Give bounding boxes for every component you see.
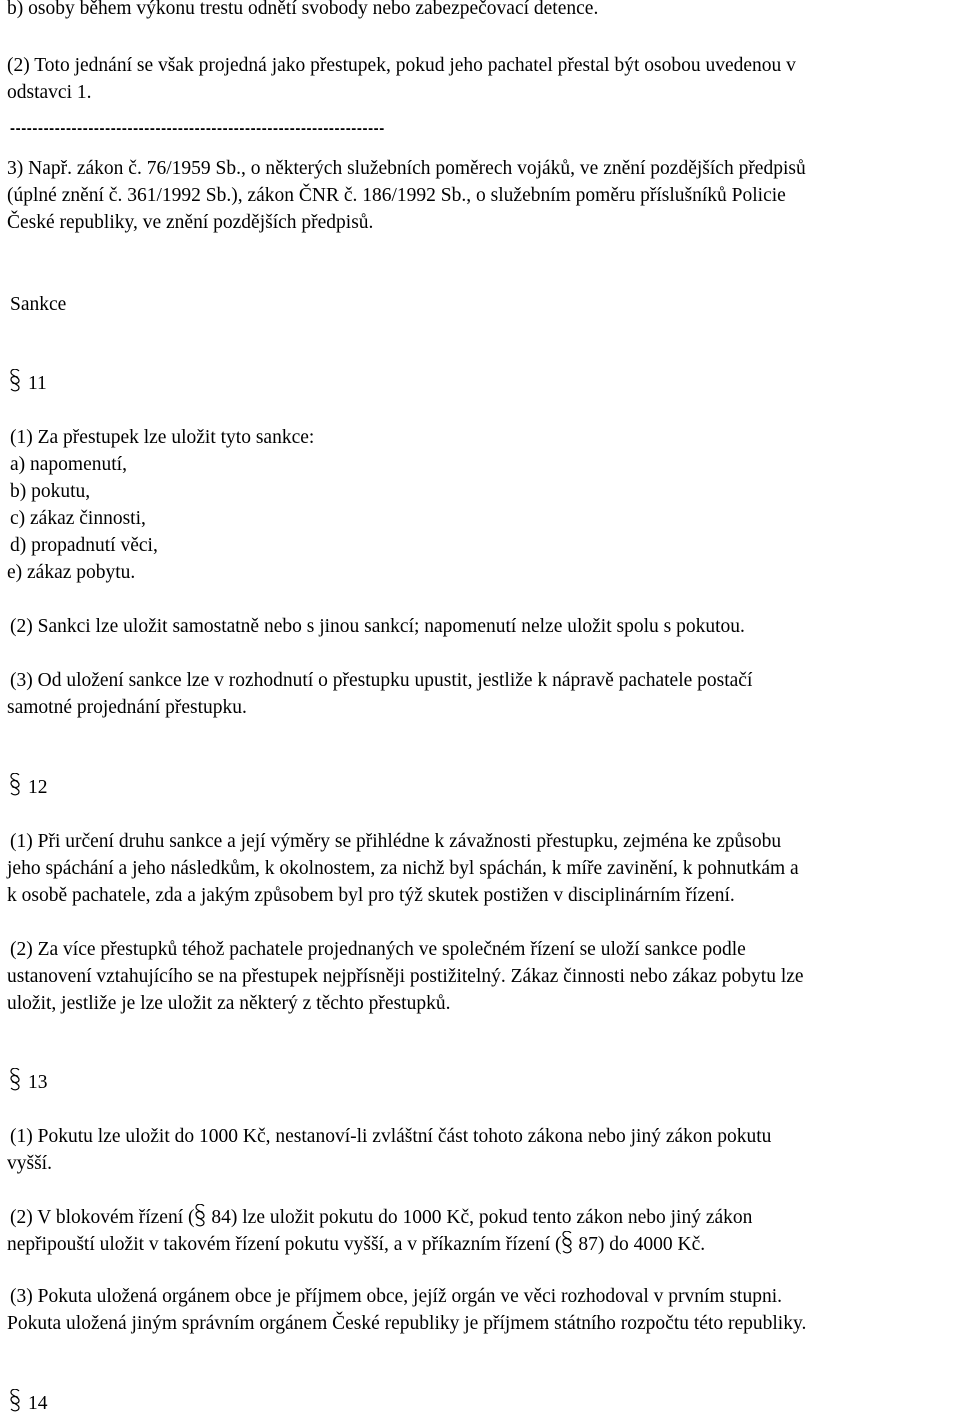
paragraph-line: (3) Od uložení sankce lze v rozhodnutí o přestupku upustit, jestliže k nápravě pachatele postačí (10, 670, 753, 691)
paragraph-line: (1) Při určení druhu sankce a její výměry se přihlédne k závažnosti přestupku, zejména ke způsobu (10, 831, 782, 852)
section-sign-icon (10, 1389, 22, 1415)
paragraph-line: (2) Za více přestupků téhož pachatele projednaných ve společném řízení se uloží sankce podle (10, 939, 746, 960)
text-line: (2) Toto jednání se však projedná jako přestupek, pokud jeho pachatel přestal být osobou uvedenou v (7, 55, 796, 76)
paragraph-line: (1) Za přestupek lze uložit tyto sankce: (10, 427, 315, 448)
section-sign-icon (10, 369, 22, 395)
text-fragment: nepřipouští uložit v takovém řízení pokutu vyšší, a v příkazním řízení ( (7, 1234, 562, 1255)
section-sign-icon (562, 1231, 574, 1255)
section-heading: Sankce (10, 294, 67, 315)
paragraph-line: (1) Pokutu lze uložit do 1000 Kč, nestanoví-li zvláštní část tohoto zákona nebo jiný zákon pokutu (10, 1126, 772, 1147)
paragraph-line (10, 1204, 752, 1231)
paragraph-line: ustanovení vztahujícího se na přestupek nejpřísněji postižitelný. Zákaz činnosti nebo zákaz pobytu lze (7, 966, 804, 987)
paragraph-line: (2) Sankci lze uložit samostatně nebo s jinou sankcí; napomenutí nelze uložit spolu s pokutou. (10, 616, 745, 637)
list-item: b) pokutu, (10, 481, 91, 502)
paragraph-line: uložit, jestliže je lze uložit za některý z těchto přestupků. (7, 993, 451, 1014)
text-line: odstavci 1. (7, 82, 92, 103)
paragraph-line (7, 1231, 705, 1258)
section-number: 12 (28, 777, 48, 798)
paragraph-line: k osobě pachatele, zda a jakým způsobem byl pro týž skutek postižen v disciplinárním řízení. (7, 885, 735, 906)
section-number: 11 (28, 373, 47, 394)
list-item: e) zákaz pobytu. (7, 562, 136, 583)
paragraph-line: samotné projednání přestupku. (7, 697, 247, 718)
section-number: 14 (28, 1393, 48, 1414)
list-item: c) zákaz činnosti, (10, 508, 146, 529)
text-fragment: 87) do 4000 Kč. (573, 1234, 706, 1255)
footnote-separator: ------------------------------------------------------------------- (10, 120, 385, 137)
section-sign-icon (195, 1204, 207, 1228)
section-sign-icon (10, 1068, 22, 1094)
list-item: a) napomenutí, (10, 454, 127, 475)
section-sign-icon (10, 773, 22, 799)
footnote-line: 3) Např. zákon č. 76/1959 Sb., o některých služebních poměrech vojáků, ve znění pozdějších předpisů (7, 158, 806, 179)
list-item: d) propadnutí věci, (10, 535, 158, 556)
paragraph-line: (3) Pokuta uložená orgánem obce je příjmem obce, jejíž orgán ve věci rozhodoval v prvním stupni. (10, 1286, 783, 1307)
footnote-line: (úplné znění č. 361/1992 Sb.), zákon ČNR č. 186/1992 Sb., o služebním poměru příslušníků Policie (7, 185, 786, 206)
paragraph-line: vyšší. (7, 1153, 52, 1174)
paragraph-line: jeho spáchání a jeho následkům, k okolnostem, za nichž byl spáchán, k míře zavinění, k pohnutkám a (7, 858, 799, 879)
text-fragment: 84) lze uložit pokutu do 1000 Kč, pokud tento zákon nebo jiný zákon (206, 1207, 753, 1228)
text-fragment: (2) V blokovém řízení ( (10, 1207, 195, 1228)
footnote-line: České republiky, ve znění pozdějších předpisů. (7, 212, 374, 233)
section-number: 13 (28, 1072, 48, 1093)
text-line: b) osoby během výkonu trestu odnětí svobody nebo zabezpečovací detence. (7, 0, 599, 19)
paragraph-line: Pokuta uložená jiným správním orgánem České republiky je příjmem státního rozpočtu této republiky. (7, 1313, 807, 1334)
